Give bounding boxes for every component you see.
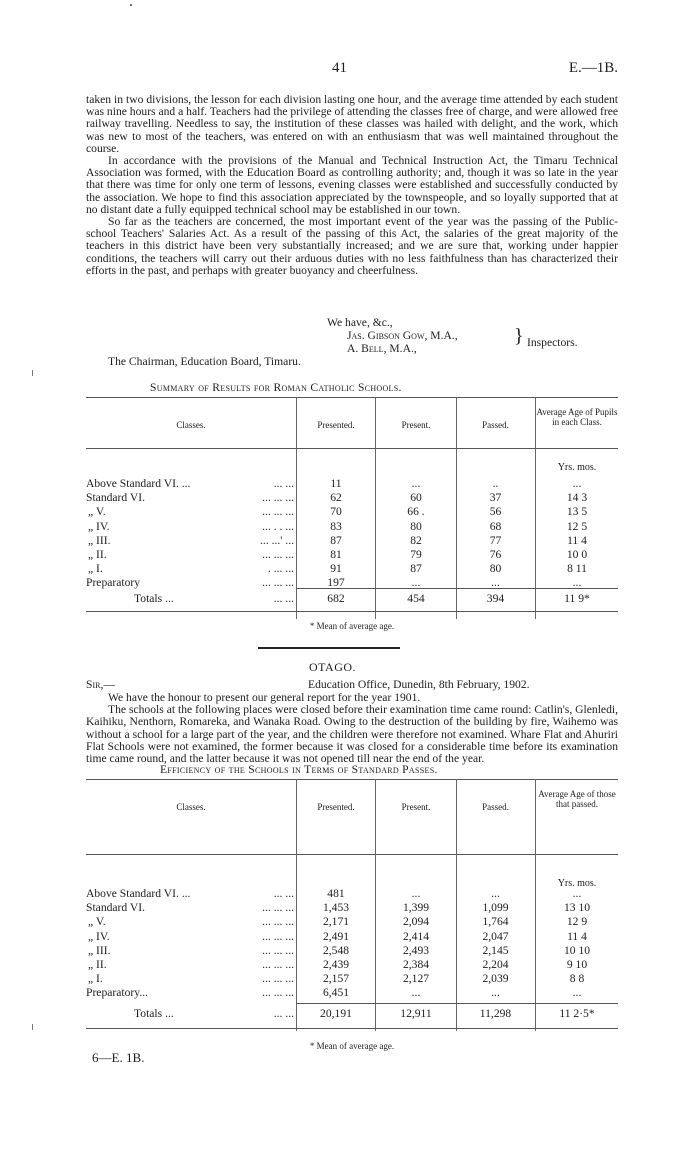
table1-top-rule	[86, 397, 618, 398]
table2-row-6-present: 2,384	[402, 958, 430, 971]
table1-totals-present: 454	[407, 592, 425, 605]
margin-mark-2	[32, 1024, 33, 1030]
table1-row-5-age: 11 4	[567, 533, 587, 547]
table1-header-passed: Passed.	[482, 420, 509, 430]
table1-totals-presented: 682	[327, 592, 345, 605]
table2-row-2-leader-dots: ... ... ...	[262, 901, 294, 915]
table1-row-8-label: Preparatory	[86, 576, 141, 590]
table2-totals-passed: 11,298	[479, 1007, 512, 1020]
table1-row-5-present: 82	[410, 533, 422, 547]
table1-title: Summary of Results for Roman Catholic Schools.	[150, 381, 402, 394]
table1-row-7-leader-dots: . ... ...	[267, 562, 294, 576]
table1-row-4-leader-dots: ... . . ...	[262, 519, 294, 533]
table1-row-1-presented: 11	[330, 477, 342, 490]
table2-totals-label: Totals ...	[134, 1007, 174, 1020]
table2-row-1-leader-dots: ... ...	[273, 887, 294, 900]
table2-row-5-passed: 2,145	[482, 943, 509, 957]
table2-row-3-passed: 1,764	[482, 915, 509, 929]
table1-row-7-presented: 91	[330, 562, 342, 576]
table2-totals-presented: 20,191	[320, 1007, 352, 1020]
table2-top-rule	[86, 779, 618, 780]
table2-row-8-label: Preparatory...	[86, 986, 149, 1000]
salutation: Sir,—	[86, 678, 115, 691]
table2-row-7-presented: 2,157	[322, 972, 350, 986]
table1-row-1-label: Above Standard VI. ...	[86, 477, 191, 490]
table1-row-2-present: 60	[410, 491, 422, 505]
paragraph-3: So far as the teachers are concerned, the most important event of the year was the passing of the Public-school Teachers' Salaries Act. As a result of the passing of this Act, the salaries of the great majority of the teachers in this district have been very substantially increased; and we are sure that, working under happier conditions, the teachers will carry out their arduous duties with no less faithfulness than has characterized their efforts in the past, and perhaps with greater buoyancy and cheerfulness.	[86, 215, 618, 277]
table1-bottom-rule	[86, 611, 618, 612]
table1-row-7-present: 87	[410, 562, 422, 576]
table2-row-7-passed: 2,039	[482, 972, 509, 986]
brace: }	[514, 325, 524, 347]
table1-row-5-label: „ III.	[88, 533, 111, 547]
otago-heading: OTAGO.	[309, 660, 357, 674]
table2-row-1-age: ...	[572, 887, 582, 900]
margin-mark	[32, 370, 33, 376]
table1-row-5-passed: 77	[489, 533, 502, 547]
table1-row-4-age: 12 5	[566, 519, 588, 533]
table1-row-7-age: 8 11	[567, 562, 587, 576]
table2-row-1-present: ...	[411, 887, 421, 900]
table2-header-classes: Classes.	[176, 802, 206, 812]
table1-row-6-presented: 81	[330, 548, 342, 561]
table1-row-2-presented: 62	[330, 491, 342, 505]
table1-row-8-passed: ...	[491, 576, 500, 590]
table1-row-6-passed: 76	[489, 548, 502, 561]
table2-row-3-presented: 2,171	[322, 915, 350, 929]
table1-row-5-presented: 87	[330, 533, 342, 547]
paragraph-1: taken in two divisions, the lesson for each division lasting one hour, and the average time attended by each student was nine hours and a half. Teachers had the privilege of attending the classes free of charge, and were allowed free railway travelling. Needless to say, the institution of these classes was hailed with delight, and the work, which was new to most of the teachers, was entered on with an enthusiasm that was well maintained throughout the course.	[86, 93, 618, 155]
table2-header-rule	[86, 854, 618, 855]
table1-totals-leader-dots: ... ...	[273, 592, 294, 605]
table1-row-8-age: ...	[572, 576, 582, 590]
table2-row-3-label: „ V.	[88, 915, 106, 929]
table2-row-2-label: Standard VI.	[86, 901, 146, 915]
table2-totals-present: 12,911	[400, 1007, 432, 1020]
table2-header-present: Present.	[401, 802, 431, 812]
table2-row-4-present: 2,414	[402, 929, 430, 943]
table1-row-6-age: 10 0	[566, 548, 588, 561]
document-reference: E.—1B.	[568, 60, 618, 76]
table2-row-7-leader-dots: ... ... ...	[262, 972, 294, 986]
table1-header-presented: Presented.	[317, 420, 355, 430]
table2-row-5-leader-dots: ... ... ...	[262, 943, 294, 957]
table2-row-6-age: 9 10	[566, 958, 588, 971]
table1-totals-passed: 394	[486, 592, 505, 605]
table1-row-3-age: 13 5	[566, 505, 588, 519]
table1-row-1-present: ...	[411, 477, 421, 490]
table2-row-5-age: 10 10	[563, 943, 591, 957]
table1-row-8-leader-dots: ... ... ...	[262, 576, 294, 590]
table1-row-2-age: 14 3	[566, 491, 588, 505]
table2-header-age: Average Age of those that passed.	[538, 789, 616, 809]
table2-row-5-presented: 2,548	[322, 943, 350, 957]
table1-row-2-passed: 37	[489, 491, 502, 505]
table2-row-5-label: „ III.	[88, 943, 111, 957]
table2-row-4-passed: 2,047	[482, 929, 509, 943]
table2-row-2-age: 13 10	[563, 901, 591, 915]
page-number: 41	[332, 60, 347, 76]
table1-row-2-label: Standard VI.	[86, 491, 146, 505]
table1-totals-age: 11 9*	[564, 592, 590, 605]
table1-row-4-label: „ IV.	[88, 519, 110, 533]
signature-name-1: Jas. Gibson Gow, M.A.,	[347, 329, 458, 342]
table2-row-7-label: „ I.	[88, 972, 103, 986]
table2-row-8-present: ...	[411, 986, 421, 1000]
table2-footnote: * Mean of average age.	[309, 1041, 395, 1051]
signature-name-2: A. Bell, M.A.,	[347, 342, 417, 355]
table1-row-3-leader-dots: ... ... ...	[262, 505, 294, 519]
section-divider	[258, 647, 400, 649]
paragraph-2: In accordance with the provisions of the Manual and Technical Instruction Act, the Timaru Technical Association was formed, with the Education Board as controlling authority; and, though it was so late in the year that there was time for only one term of lessons, evening classes were established and successfully conducted by the association. We hope to find this association appreciated by the townspeople, and so loyally supported that at no distant date a fully equipped technical school may be established in our town.	[86, 154, 618, 216]
table1-row-7-passed: 80	[489, 562, 502, 576]
otago-body	[86, 692, 618, 765]
table1-row-3-present: 66 .	[407, 505, 425, 519]
table1-row-6-label: „ II.	[88, 548, 107, 561]
table2-row-6-passed: 2,204	[482, 958, 509, 971]
table2-row-3-present: 2,094	[402, 915, 430, 929]
table1-header-age: Average Age of Pupils in each Class.	[536, 407, 618, 427]
table1-footnote: * Mean of average age.	[309, 621, 395, 631]
table2-row-2-passed: 1,099	[482, 901, 509, 915]
table2-row-1-passed: ...	[491, 887, 500, 900]
table1-row-1-leader-dots: ... ...	[273, 477, 294, 490]
table2-totals-rule	[296, 1003, 618, 1004]
table2-row-6-leader-dots: ... ... ...	[262, 958, 294, 971]
table2-row-4-presented: 2,491	[322, 929, 350, 943]
table1-row-6-leader-dots: ... ... ...	[262, 548, 294, 561]
table1-row-5-leader-dots: ... ...' ...	[260, 533, 294, 547]
page-header	[86, 60, 618, 78]
table2-header-presented: Presented.	[317, 802, 355, 812]
table2-row-8-leader-dots: ... ... ...	[262, 986, 294, 1000]
report-body	[86, 94, 618, 277]
table2-row-8-passed: ...	[491, 986, 500, 1000]
table2-title: Efficiency of the Schools in Terms of Standard Passes.	[160, 763, 438, 776]
table2-row-2-presented: 1,453	[322, 901, 350, 915]
table2-row-1-label: Above Standard VI. ...	[86, 887, 191, 900]
table1-unit-label: Yrs. mos.	[557, 462, 597, 473]
table2-row-1-presented: 481	[327, 887, 345, 900]
otago-paragraph-2: The schools at the following places were closed before their examination time came round: Catlin's, Glenledi, Kaihiku, Nenthorn, Romareka, and Wanaka Road. Owing to the destruction of the building by fire, Waihemo was without a school for a large part of the year, and the children were therefore not examined. Whare Flat and Ahuriri Flat Schools were not examined, the former because it was closed for a considerable time before its examination time came round, and the latter because it was not opened till near the end of the year.	[86, 703, 618, 766]
otago-paragraph-1: We have the honour to present our general report for the year 1901.	[108, 691, 421, 704]
table2-row-2-present: 1,399	[402, 901, 430, 915]
table1-totals-rule	[296, 588, 618, 589]
table2-row-8-presented: 6,451	[322, 986, 350, 1000]
table2-totals-age: 11 2·5*	[559, 1007, 595, 1020]
table1-row-8-presented: 197	[327, 576, 345, 590]
table2-totals-leader-dots: ... ...	[273, 1007, 294, 1020]
table2-row-7-age: 8 8	[569, 972, 585, 986]
table2-row-6-label: „ II.	[88, 958, 107, 971]
table2-row-6-presented: 2,439	[322, 958, 350, 971]
addressee: The Chairman, Education Board, Timaru.	[108, 355, 301, 368]
table1-row-4-present: 80	[410, 519, 422, 533]
table1-row-1-passed: ..	[492, 477, 499, 490]
speck-mark	[130, 4, 132, 6]
table2-row-4-label: „ IV.	[88, 929, 110, 943]
table1-row-7-label: „ I.	[88, 562, 103, 576]
table1-row-3-label: „ V.	[88, 505, 106, 519]
table2-row-4-leader-dots: ... ... ...	[262, 929, 294, 943]
table1-row-4-passed: 68	[489, 519, 502, 533]
signature-opening: We have, &c.,	[327, 316, 393, 329]
table2-row-3-leader-dots: ... ... ...	[262, 915, 294, 929]
signature-role: Inspectors.	[527, 336, 578, 349]
table2-unit-label: Yrs. mos.	[557, 878, 597, 889]
table1-row-2-leader-dots: ... ... ...	[262, 491, 294, 505]
table2-row-4-age: 11 4	[567, 929, 587, 943]
table1-header-present: Present.	[401, 420, 431, 430]
table2-bottom-rule	[86, 1028, 618, 1029]
table1-row-3-passed: 56	[489, 505, 502, 519]
table2-header-passed: Passed.	[482, 802, 509, 812]
table2-row-5-present: 2,493	[402, 943, 430, 957]
table1-row-3-presented: 70	[330, 505, 342, 519]
table1-header-classes: Classes.	[176, 420, 206, 430]
table1-header-rule	[86, 448, 618, 449]
table2-row-8-age: ...	[572, 986, 582, 1000]
table1-totals-label: Totals ...	[134, 592, 174, 605]
table2-row-3-age: 12 9	[566, 915, 588, 929]
table1-row-1-age: ...	[572, 477, 582, 490]
table1-row-4-presented: 83	[330, 519, 342, 533]
signature-mark: 6—E. 1B.	[92, 1050, 145, 1065]
table1-row-6-present: 79	[410, 548, 422, 561]
dateline: Education Office, Dunedin, 8th February, 1902.	[308, 678, 530, 691]
table2-row-7-present: 2,127	[402, 972, 430, 986]
table1-row-8-present: ...	[411, 576, 421, 590]
